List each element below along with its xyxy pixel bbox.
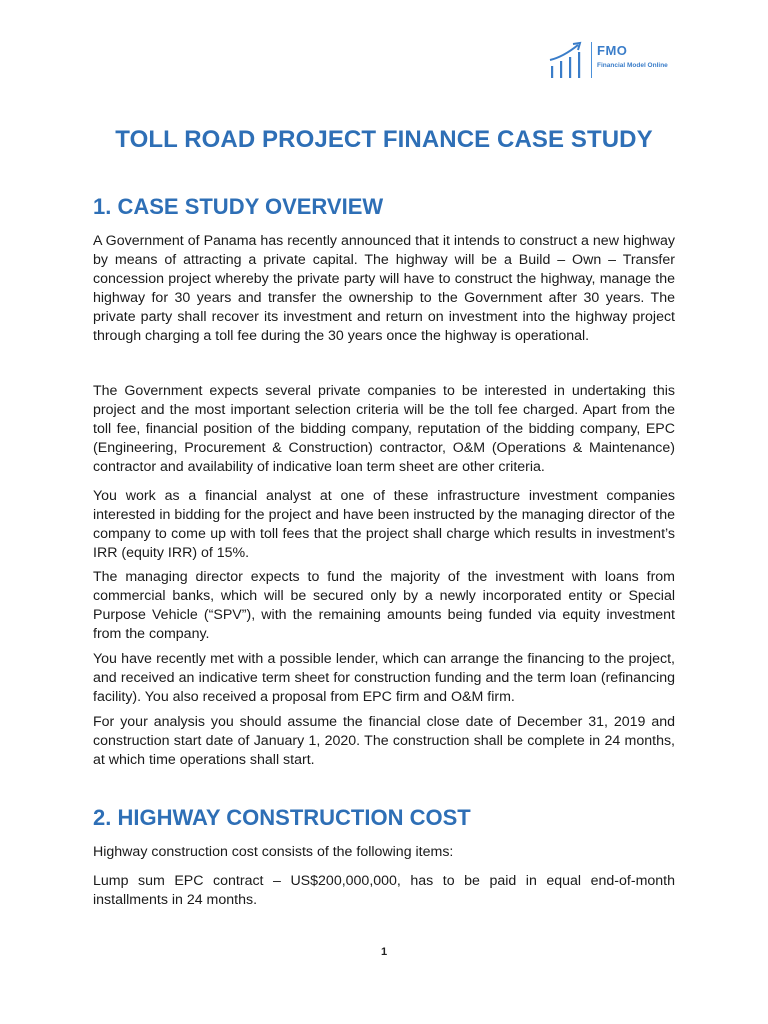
overview-paragraph-2: The Government expects several private companies to be interested in undertaking this project and the most important selection criteria will be the toll fee charged. Apart from the toll fee, financial position of the bidding company, reputation of the bidding company, EPC (Engineering, Procurement & Construction) contractor, O&M (Operations & Maintenance) contractor and availability of indicative loan term sheet are other criteria. bbox=[93, 383, 675, 475]
document-title: TOLL ROAD PROJECT FINANCE CASE STUDY bbox=[115, 126, 653, 153]
overview-paragraph-1: A Government of Panama has recently announced that it intends to construct a new highway by means of attracting a private capital. The highway will be a Build – Own – Transfer concession project whereby the private party will have to construct the highway, manage the highway for 30 years and transfer the ownership to the Government after 30 years. The private party shall recover its investment and return on investment into the highway project through charging a toll fee during the 30 years once the highway is operational. bbox=[93, 233, 675, 344]
construction-paragraph-2: Lump sum EPC contract – US$200,000,000, has to be paid in equal end-of-month installments in 24 months. bbox=[93, 873, 675, 908]
overview-paragraph-6: For your analysis you should assume the financial close date of December 31, 2019 and construction start date of January 1, 2020. The construction shall be complete in 24 months, at which time operations shall start. bbox=[93, 714, 675, 768]
logo-tagline: Financial Model Online bbox=[597, 62, 668, 69]
section-heading-construction-cost: 2. HIGHWAY CONSTRUCTION COST bbox=[93, 805, 471, 830]
construction-paragraph-1: Highway construction cost consists of the following items: bbox=[93, 844, 454, 860]
logo-divider bbox=[591, 42, 592, 78]
section-heading-overview: 1. CASE STUDY OVERVIEW bbox=[93, 194, 384, 219]
logo-name: FMO bbox=[597, 43, 628, 58]
bar-chart-arrow-icon bbox=[547, 40, 587, 82]
overview-paragraph-4: The managing director expects to fund the majority of the investment with loans from commercial banks, which will be secured only by a newly incorporated entity or Special Purpose Vehicle (“SPV”), with the remaining amounts being funded via equity investment from the company. bbox=[93, 569, 675, 642]
overview-paragraph-5: You have recently met with a possible lender, which can arrange the financing to the project, and received an indicative term sheet for construction funding and the term loan (refinancing facility). You also received a proposal from EPC firm and O&M firm. bbox=[93, 651, 675, 705]
page-number: 1 bbox=[380, 946, 388, 958]
fmo-logo bbox=[547, 40, 687, 82]
overview-paragraph-3: You work as a financial analyst at one of these infrastructure investment companies interested in bidding for the project and have been instructed by the managing director of the company to come up with toll fees that the project shall charge which results in investment’s IRR (equity IRR) of 15%. bbox=[93, 488, 675, 561]
